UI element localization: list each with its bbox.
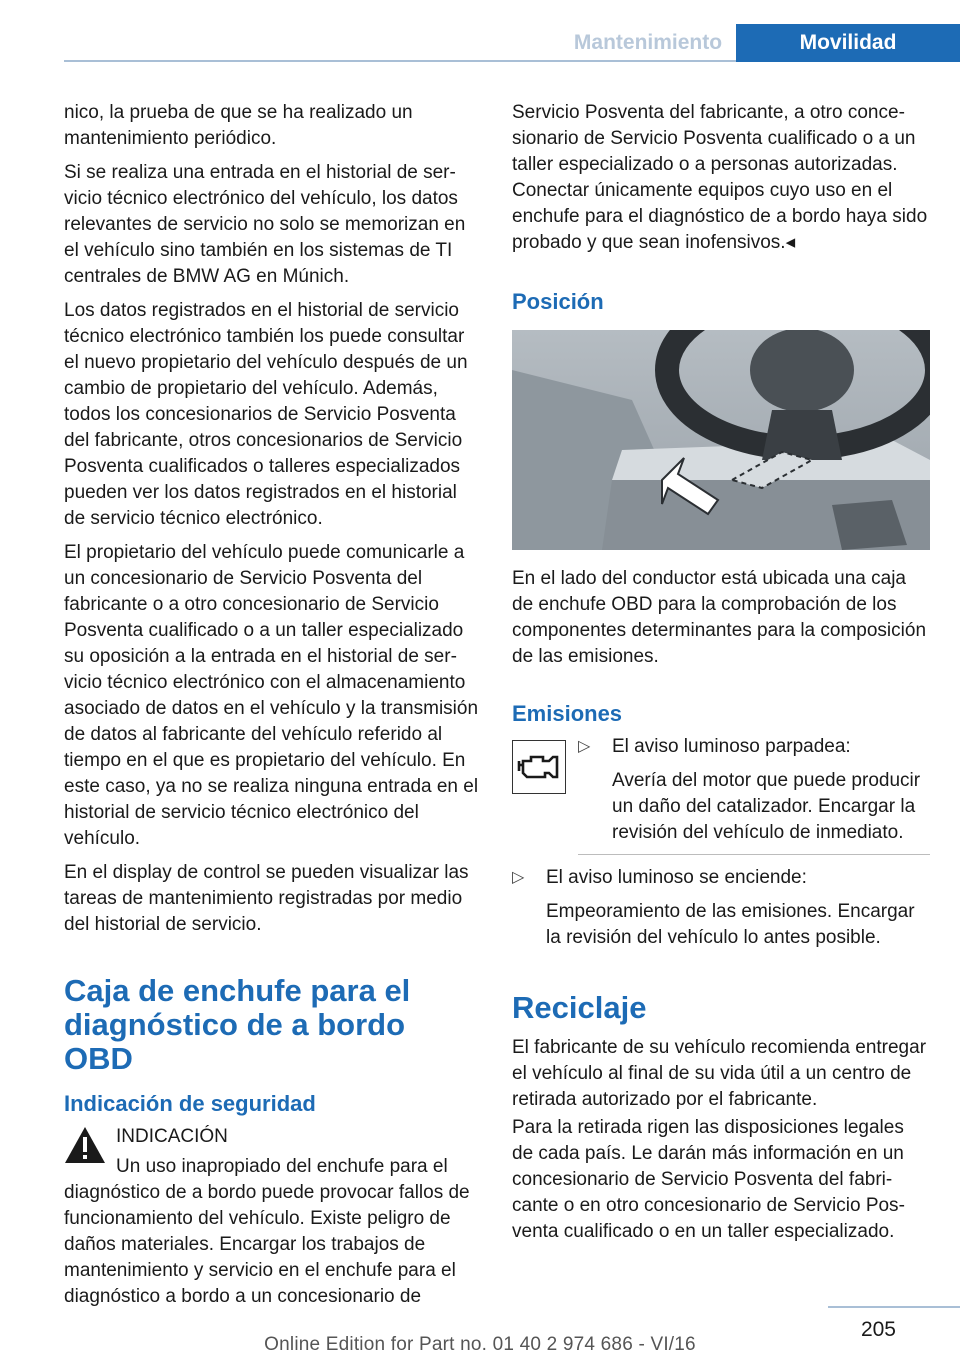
paragraph: Si se realiza una entrada en el historial de servicio técnico electrónico del vehículo, los datos relevantes de servicio no solo se memorizan en el vehículo sino también en los sistemas de TI centrales de BMW AG en Múnich. [64, 162, 466, 287]
paragraph: En el lado del conductor está ubicada una caja de enchufe OBD para la comprobación de los componentes determinantes para la composición de las emisiones. [512, 568, 927, 667]
list-item-text: Empeoramiento de las emisiones. Encargar la revisión del vehículo lo antes posible. [546, 901, 915, 948]
emissions-list-block [512, 734, 930, 951]
list-item-title: El aviso luminoso se enciende: [546, 867, 807, 888]
paragraph: El fabricante de su vehículo recomienda entregar el vehículo al final de su vida útil a un centro de retirada autorizado por el fabricante. [512, 1037, 927, 1110]
page-number: 205 [860, 1318, 896, 1341]
left-column [64, 100, 482, 1318]
warning-text: diagnóstico de a bordo puede provocar fallos de funcionamiento del vehículo. Existe peligro de daños materiales. Encargar los trabajos de mantenimiento y servicio en el enchufe para el diagnóstico a bordo a un concesionario de [64, 1182, 470, 1307]
triangle-bullet-icon: ▷ [512, 869, 525, 886]
paragraph: nico, la prueba de que se ha realizado un mantenimiento periódico. [64, 102, 413, 149]
footer-rule [828, 1306, 960, 1308]
divider [578, 854, 930, 855]
warning-label: INDICACIÓN [116, 1126, 228, 1147]
paragraph: En el display de control se pueden visualizar las tareas de mantenimiento registradas por medio del historial de servicio. [64, 862, 469, 935]
check-engine-icon [512, 740, 566, 794]
tab-mantenimiento[interactable]: Mantenimiento [573, 31, 723, 54]
subheading-emissions: Emisiones [512, 701, 623, 726]
list-item-text: Avería del motor que puede producir un daño del catalizador. Encargar la revisión del vehículo de inmediato. [612, 770, 921, 843]
safety-notice [64, 1124, 482, 1310]
edition-footer: Online Edition for Part no. 01 40 2 974 686 - VI/16 [264, 1334, 696, 1355]
emissions-list [578, 734, 930, 855]
obd-location-photo [512, 330, 930, 550]
section-heading-recycling: Reciclaje [512, 990, 647, 1025]
paragraph: Los datos registrados en el historial de servicio técnico electrónico también los puede consultar el nuevo propietario del vehículo después de un cambio de propietario del vehículo. Además, todos los concesionarios de Servicio Posventa del fabricante, otros concesionarios de Servicio Posventa cualificados o talleres especializados pueden ver los datos registrados en el historial de servicio técnico electrónico. [64, 300, 468, 529]
list-item-title: El aviso luminoso parpadea: [612, 736, 851, 757]
paragraph: Servicio Posventa del fabricante, a otro concesionario de Servicio Posventa cualificado o a un taller especializado o a personas autorizadas. Conectar únicamente equipos cuyo uso en el enchufe para el diagnóstico de a bordo haya sido probado y que sean inofensivos.◂ [512, 102, 928, 253]
warning-triangle-icon [64, 1126, 106, 1164]
section-heading-obd: Caja de enchufe para el diagnóstico de a bordo OBD [64, 973, 411, 1076]
warning-text-first-line: Un uso inapropiado del enchufe para el [116, 1156, 448, 1177]
subheading-safety: Indicación de seguridad [64, 1091, 316, 1116]
tab-movilidad[interactable]: Movilidad [736, 24, 960, 62]
list-item [578, 734, 930, 846]
subheading-position: Posición [512, 289, 604, 314]
list-item [512, 865, 930, 951]
paragraph: El propietario del vehículo puede comunicarle a un concesionario de Servicio Posventa del fabricante o a otro concesionario de Servicio Posventa cualificado o a un taller especializado su oposición a la entrada en el historial de servicio técnico electrónico con el almacenamiento asociado de datos en el vehículo y la transmisión de datos al fabricante del vehículo referido al tiempo en el que es propietario del vehículo. En este caso, ya no se realiza ninguna entrada en el historial de servicio técnico electrónico del vehículo. [64, 542, 479, 849]
paragraph: Para la retirada rigen las disposiciones legales de cada país. Le darán más información en un concesionario de Servicio Posventa del fabricante o en otro concesionario de Servicio Posventa cualificado o en un taller especializado. [512, 1117, 905, 1242]
triangle-bullet-icon: ▷ [578, 738, 591, 755]
right-column [512, 100, 930, 1253]
